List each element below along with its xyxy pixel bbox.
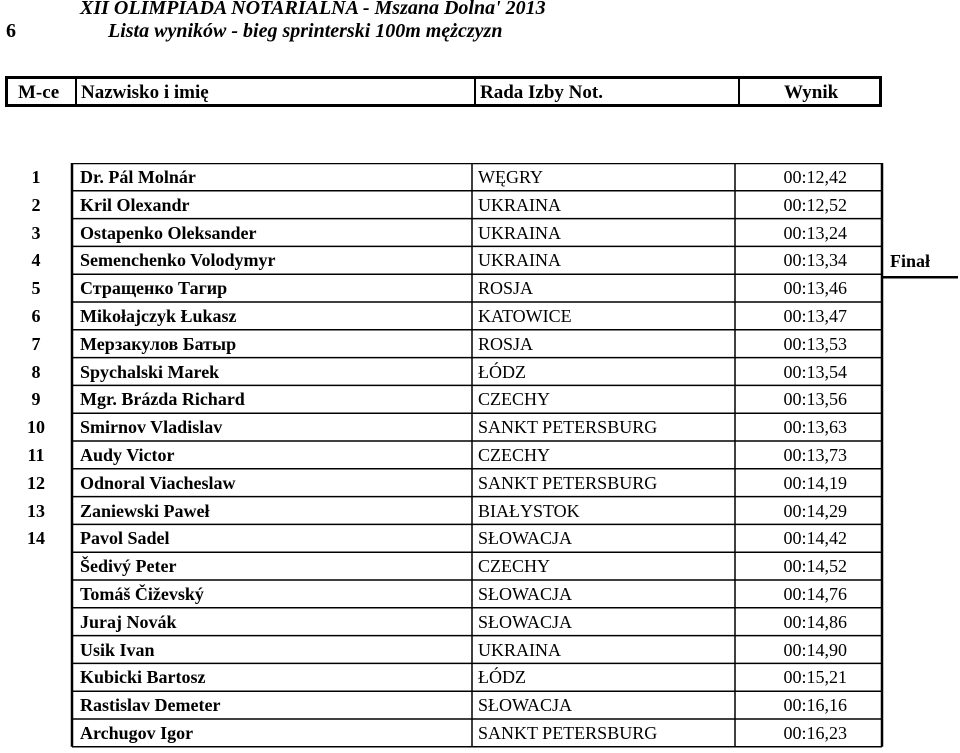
row-result: 00:13,53 xyxy=(783,333,847,354)
row-result: 00:13,63 xyxy=(783,417,847,438)
row-council: UKRAINA xyxy=(478,194,561,215)
row-result: 00:12,42 xyxy=(783,167,847,187)
row-council: ŁÓDZ xyxy=(478,667,526,688)
row-name: Juraj Novák xyxy=(80,611,177,632)
row-place: 8 xyxy=(31,361,41,382)
row-name: Audy Victor xyxy=(80,445,175,465)
row-result: 00:14,52 xyxy=(783,556,847,577)
event-title: XII OLIMPIADA NOTARIALNA - Mszana Dolna' 2013 xyxy=(80,0,546,19)
row-place xyxy=(16,580,56,607)
table-row xyxy=(0,219,960,246)
row-result: 00:12,52 xyxy=(783,194,847,215)
row-place: 5 xyxy=(31,278,41,299)
row-place: 1 xyxy=(31,167,41,187)
row-result: 00:13,34 xyxy=(783,250,847,271)
row-council: UKRAINA xyxy=(478,222,561,243)
row-council: BIAŁYSTOK xyxy=(478,500,580,521)
table-header xyxy=(5,76,882,107)
table-row xyxy=(0,191,960,218)
row-result: 00:13,46 xyxy=(783,278,847,299)
row-name: Semenchenko Volodymyr xyxy=(80,250,276,271)
row-name: Spychalski Marek xyxy=(80,361,220,382)
row-name: Rastislav Demeter xyxy=(80,695,221,716)
row-place: 9 xyxy=(31,389,41,410)
row-place xyxy=(16,636,56,663)
row-place: 7 xyxy=(31,333,41,354)
row-name: Dr. Pál Molnár xyxy=(80,167,196,187)
row-council: KATOWICE xyxy=(478,306,572,326)
row-council: CZECHY xyxy=(478,445,550,465)
row-place: 12 xyxy=(27,472,45,493)
table-row xyxy=(0,469,960,496)
row-name: Šedivý Peter xyxy=(80,556,177,577)
row-name: Zaniewski Paweł xyxy=(80,500,210,521)
row-place: 4 xyxy=(31,250,41,271)
table-row xyxy=(0,302,960,329)
table-row xyxy=(0,330,960,357)
row-council: ŁÓDZ xyxy=(478,361,526,382)
table-row xyxy=(0,358,960,385)
table-row xyxy=(0,552,960,579)
table-row xyxy=(0,691,960,718)
row-result: 00:14,42 xyxy=(783,528,847,549)
table-row xyxy=(0,663,960,690)
row-place xyxy=(16,663,56,690)
table-row xyxy=(0,163,960,190)
table-row xyxy=(0,580,960,607)
row-name: Pavol Sadel xyxy=(80,528,170,549)
row-name: Стращенко Тагир xyxy=(80,278,228,299)
row-council: CZECHY xyxy=(478,556,550,577)
row-council: ROSJA xyxy=(478,278,534,299)
row-place xyxy=(16,552,56,579)
row-council: UKRAINA xyxy=(478,250,561,271)
row-council: SANKT PETERSBURG xyxy=(478,472,658,493)
row-result: 00:15,21 xyxy=(783,667,847,688)
header-result: Wynik xyxy=(784,82,839,103)
row-name: Мерзакулов Батыр xyxy=(80,333,237,354)
table-row xyxy=(0,246,960,273)
row-result: 00:13,54 xyxy=(783,361,847,382)
row-name: Ostapenko Oleksander xyxy=(80,222,257,243)
header-divider xyxy=(75,79,77,104)
row-name: Kril Olexandr xyxy=(80,194,190,215)
row-council: SANKT PETERSBURG xyxy=(478,417,658,438)
row-name: Odnoral Viacheslaw xyxy=(80,472,236,493)
table-row xyxy=(0,385,960,412)
row-result: 00:14,86 xyxy=(783,611,847,632)
row-result: 00:13,56 xyxy=(783,389,847,410)
table-row xyxy=(0,524,960,551)
row-result: 00:16,23 xyxy=(783,723,847,743)
row-council: CZECHY xyxy=(478,389,550,410)
list-subtitle: Lista wyników - bieg sprinterski 100m mężczyzn xyxy=(108,20,503,42)
row-council: ROSJA xyxy=(478,333,534,354)
row-name: Mgr. Brázda Richard xyxy=(80,389,245,410)
row-name: Mikołajczyk Łukasz xyxy=(80,306,237,326)
list-number: 6 xyxy=(6,20,16,42)
row-place xyxy=(16,719,56,746)
row-place: 11 xyxy=(27,445,45,465)
table-row xyxy=(0,441,960,468)
row-place: 6 xyxy=(31,306,41,326)
row-place: 3 xyxy=(31,222,41,243)
row-council: SŁOWACJA xyxy=(478,611,573,632)
header-council: Rada Izby Not. xyxy=(480,82,603,103)
table-row xyxy=(0,274,960,301)
table-row xyxy=(0,413,960,440)
header-place: M-ce xyxy=(18,82,60,103)
table-row xyxy=(0,719,960,746)
final-label: Finał xyxy=(890,251,931,271)
row-result: 00:14,90 xyxy=(783,639,847,660)
row-council: SŁOWACJA xyxy=(478,584,573,604)
row-name: Tomáš Čiževský xyxy=(80,584,204,604)
row-result: 00:14,19 xyxy=(783,472,847,493)
row-name: Kubicki Bartosz xyxy=(80,667,206,688)
row-result: 00:14,76 xyxy=(783,584,847,604)
row-place xyxy=(16,691,56,718)
row-result: 00:13,24 xyxy=(783,222,847,243)
row-place xyxy=(16,608,56,635)
row-result: 00:13,73 xyxy=(783,445,847,465)
row-result: 00:13,47 xyxy=(783,306,847,326)
table-row xyxy=(0,636,960,663)
row-council: SŁOWACJA xyxy=(478,528,573,549)
row-council: SŁOWACJA xyxy=(478,695,573,716)
row-council: SANKT PETERSBURG xyxy=(478,723,658,743)
header-divider xyxy=(474,79,476,104)
table-row xyxy=(0,497,960,524)
row-council: WĘGRY xyxy=(478,167,543,187)
row-place: 2 xyxy=(31,194,41,215)
row-place: 10 xyxy=(27,417,45,438)
row-name: Usik Ivan xyxy=(80,639,155,660)
row-name: Smirnov Vladislav xyxy=(80,417,223,438)
header-divider xyxy=(738,79,740,104)
table-row xyxy=(0,608,960,635)
row-name: Archugov Igor xyxy=(80,723,194,743)
row-place: 14 xyxy=(27,528,45,549)
row-place: 13 xyxy=(27,500,45,521)
row-result: 00:14,29 xyxy=(783,500,847,521)
header-name: Nazwisko i imię xyxy=(81,82,209,103)
row-council: UKRAINA xyxy=(478,639,561,660)
row-result: 00:16,16 xyxy=(783,695,847,716)
